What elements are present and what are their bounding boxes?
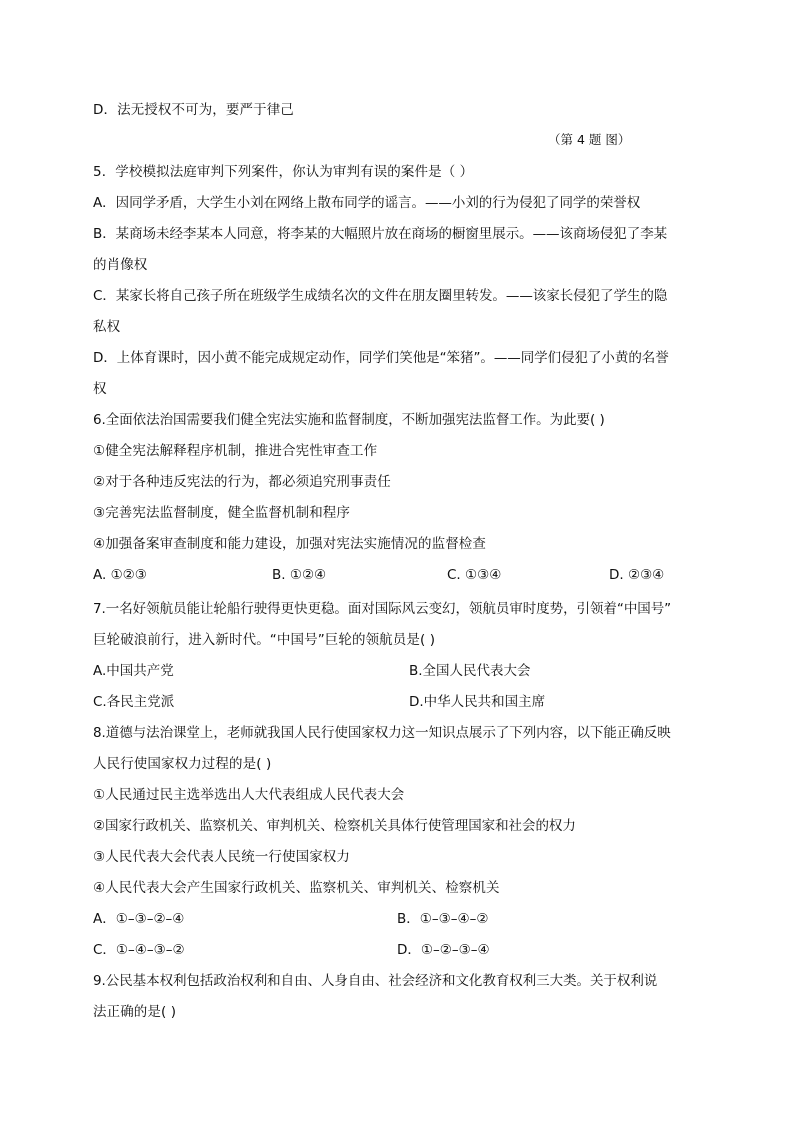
- q6-statement-3: ③完善宪法监督制度，健全监督机制和程序: [93, 505, 351, 521]
- q7-stem-line1: 7.一名好领航员能让轮船行驶得更快更稳。面对国际风云变幻，领航员审时度势，引领着“中国号”: [93, 601, 672, 617]
- q8-option-a: A．①–③–②–④: [93, 911, 185, 927]
- q8-option-b: B．①–③–④–②: [397, 911, 489, 927]
- q9-stem-line2: 法正确的是( ): [93, 1004, 177, 1020]
- q8-options-row-1: [93, 910, 713, 928]
- q6-stem: 6.全面依法治国需要我们健全宪法实施和监督制度，不断加强宪法监督工作。为此要( ): [93, 412, 605, 428]
- q5-option-b-line1: B．某商场未经李某本人同意，将李某的大幅照片放在商场的橱窗里展示。——该商场侵犯了李某: [93, 226, 668, 242]
- q6-option-c: C. ①③④: [447, 567, 502, 583]
- q7-option-c: C.各民主党派: [93, 694, 175, 710]
- q8-option-d: D．①–②–③–④: [397, 942, 490, 958]
- q7-options-row-1: [93, 662, 713, 680]
- q4-option-d: D．法无授权不可为，要严于律己: [93, 102, 294, 118]
- q5-option-c-line2: 私权: [93, 319, 121, 335]
- q6-option-d: D. ②③④: [609, 567, 665, 583]
- q7-option-a: A.中国共产党: [93, 663, 174, 679]
- q5-option-b-line2: 的肖像权: [93, 257, 148, 273]
- q5-option-a: A．因同学矛盾，大学生小刘在网络上散布同学的谣言。——小刘的行为侵犯了同学的荣誉权: [93, 195, 641, 211]
- q7-stem-line2: 巨轮破浪前行，进入新时代。“中国号”巨轮的领航员是( ): [93, 632, 436, 648]
- q5-option-d-line1: D．上体育课时，因小黄不能完成规定动作，同学们笑他是“笨猪”。——同学们侵犯了小黄的名誉: [93, 350, 669, 366]
- q5-option-c-line1: C．某家长将自己孩子所在班级学生成绩名次的文件在朋友圈里转发。——该家长侵犯了学生的隐: [93, 288, 668, 304]
- q6-statement-4: ④加强备案审查制度和能力建设，加强对宪法实施情况的监督检查: [93, 536, 487, 552]
- q6-statement-1: ①健全宪法解释程序机制，推进合宪性审查工作: [93, 443, 378, 459]
- q8-options-row-2: [93, 941, 713, 959]
- q4-figure-caption: （第 4 题 图）: [548, 132, 631, 147]
- q8-option-c: C．①–④–③–②: [93, 942, 185, 958]
- q9-stem-line1: 9.公民基本权利包括政治权利和自由、人身自由、社会经济和文化教育权利三大类。关于权利说: [93, 973, 658, 989]
- q5-option-d-line2: 权: [93, 381, 107, 397]
- q8-statement-4: ④人民代表大会产生国家行政机关、监察机关、审判机关、检察机关: [93, 880, 500, 896]
- q5-stem: 5．学校模拟法庭审判下列案件，你认为审判有误的案件是（ ）: [93, 164, 474, 180]
- q6-option-b: B. ①②④: [272, 567, 327, 583]
- q8-statement-3: ③人民代表大会代表人民统一行使国家权力: [93, 849, 351, 865]
- q8-statement-1: ①人民通过民主选举选出人大代表组成人民代表大会: [93, 787, 405, 803]
- q6-options-row: [93, 566, 713, 584]
- q7-option-d: D.中华人民共和国主席: [409, 694, 546, 710]
- q6-statement-2: ②对于各种违反宪法的行为，都必须追究刑事责任: [93, 474, 391, 490]
- q6-option-a: A. ①②③: [93, 567, 147, 583]
- q7-option-b: B.全国人民代表大会: [409, 663, 531, 679]
- q8-stem-line2: 人民行使国家权力过程的是( ): [93, 756, 272, 772]
- q8-stem-line1: 8.道德与法治课堂上，老师就我国人民行使国家权力这一知识点展示了下列内容，以下能正确反映: [93, 725, 671, 741]
- q8-statement-2: ②国家行政机关、监察机关、审判机关、检察机关具体行使管理国家和社会的权力: [93, 818, 576, 834]
- q7-options-row-2: [93, 693, 713, 711]
